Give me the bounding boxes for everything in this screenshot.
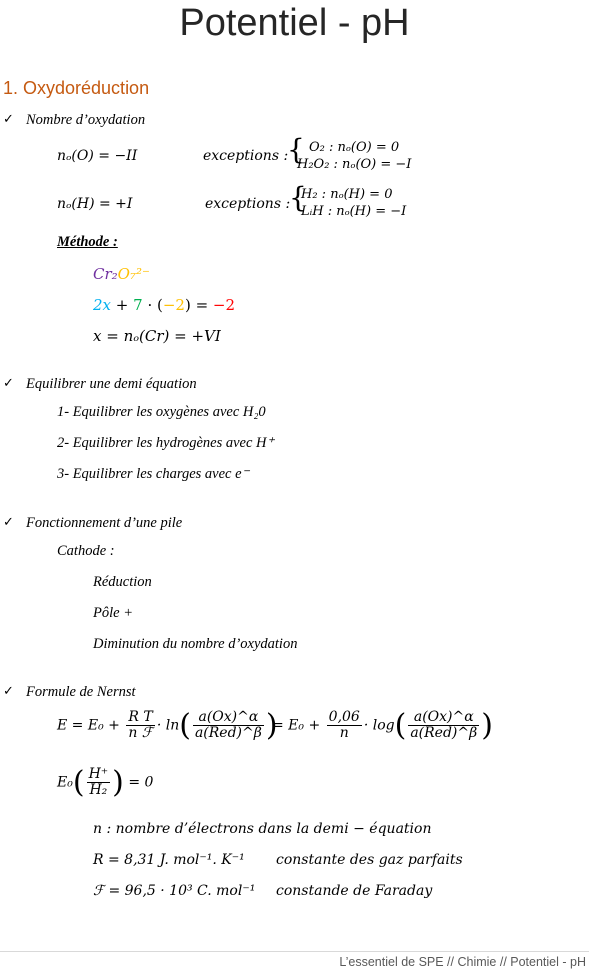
example-formula [93,265,150,283]
cathode-label: Cathode : [57,543,115,559]
hplus-over-h2 [87,767,111,799]
formula-cr: Cr₂ [93,265,118,283]
exception-o-2: H₂O₂ : nₒ(O) = −I [297,157,412,172]
exceptions-label-h: exceptions : [205,196,291,212]
f-value: ℱ = 96,5 · 10³ C. mol⁻¹ [93,883,256,899]
hplus: H⁺ [88,765,109,782]
activity-ratio-2 [408,710,479,742]
eq-dot: · ( [142,296,163,314]
ared-1: a(Red)^β [194,725,262,741]
nernst-e-eq: E = E₀ + [57,717,120,734]
r-value: R = 8,31 J. mol⁻¹. K⁻¹ [93,852,245,868]
pile-item-reduction: Réduction [93,574,152,590]
half-eq-step-1: 1- Equilibrer les oxygènes avec H₂0 [57,404,266,420]
c006-over-n [327,710,362,742]
aox-1: a(Ox)^α [193,710,264,726]
example-result: x = nₒ(Cr) = +VI [93,327,221,345]
check-icon: ✓ [3,515,14,530]
formula-o: O₇²⁻ [117,265,150,283]
eq-close: ) = [184,296,213,314]
rule-hydrogen: nₒ(H) = +I [57,196,133,212]
nernst-formula-log: = E₀ + $\frac{0,06}{n}$ · log( $\frac{a(Ox)\^{}\alpha}{\text{a(Red)\textasciicircum{}β}}$ ) [272,708,493,743]
check-icon: ✓ [3,112,14,127]
nernst-eq2: = E₀ + [272,717,321,734]
ared-2: a(Red)^β [410,725,478,741]
methode-label: Méthode : [57,234,118,250]
activity-ratio-1 [193,710,264,742]
r-description: constante des gaz parfaits [276,852,463,868]
aox-2: a(Ox)^α [408,710,479,726]
eq-seven: 7 [133,296,143,314]
e0-formula: E₀( $\frac{H^+}{\text{H₂}}$ ) = 0 [57,765,154,800]
footer-divider [0,951,589,952]
eq-rhs: −2 [212,296,236,314]
exceptions-label-o: exceptions : [203,148,289,164]
c006: 0,06 [328,708,360,725]
check-icon: ✓ [3,376,14,391]
f-description: constande de Faraday [276,883,433,899]
n-denom: n [339,725,349,741]
h2: H₂ [89,782,108,798]
nf: n ℱ [128,725,153,741]
brace-o: { [287,133,305,166]
pile-heading: Fonctionnement d’une pile [26,515,183,531]
rt: R T [126,710,154,726]
eq-2x: 2x [93,296,112,314]
nernst-formula: E = E₀ + $\frac{\text{R T}}{\text{n ℱ}}$ · ln( $\frac{a(Ox)\^{}\alpha}{\text{a(Red)\textasciicircum{}β}}$ ) [57,708,278,743]
eq-plus: + [111,296,134,314]
section-heading: 1. Oxydoréduction [3,78,150,98]
half-eq-step-2: 2- Equilibrer les hydrogènes avec H⁺ [57,435,275,451]
exception-o-1: O₂ : nₒ(O) = 0 [309,140,400,155]
oxidation-heading: Nombre d’oxydation [26,112,146,128]
eq-minus2: −2 [162,296,185,314]
brace-h: { [289,181,307,214]
ln: · ln [156,717,180,734]
pile-item-diminution: Diminution du nombre d’oxydation [93,636,298,652]
pile-item-pole: Pôle + [93,605,133,621]
nernst-heading: Formule de Nernst [26,684,136,700]
def-n: n : nombre d’électrons dans la demi − équation [93,821,432,837]
page-title: Potentiel - pH [179,2,410,44]
example-equation [93,296,235,314]
check-icon: ✓ [3,684,14,699]
footer-text: L’essentiel de SPE // Chimie // Potentiel - pH [339,955,586,969]
e0-lhs: E₀ [57,774,73,791]
rule-oxygen: nₒ(O) = −II [57,148,138,164]
half-eq-heading: Equilibrer une demi équation [26,376,197,392]
exception-h-1: H₂ : nₒ(H) = 0 [301,187,393,202]
e0-rhs: = 0 [128,774,154,791]
exception-h-2: LᵢH : nₒ(H) = −I [301,204,407,219]
log: · log [363,717,395,734]
half-eq-step-3: 3- Equilibrer les charges avec e⁻ [57,466,250,482]
rt-over-nf [126,710,154,742]
